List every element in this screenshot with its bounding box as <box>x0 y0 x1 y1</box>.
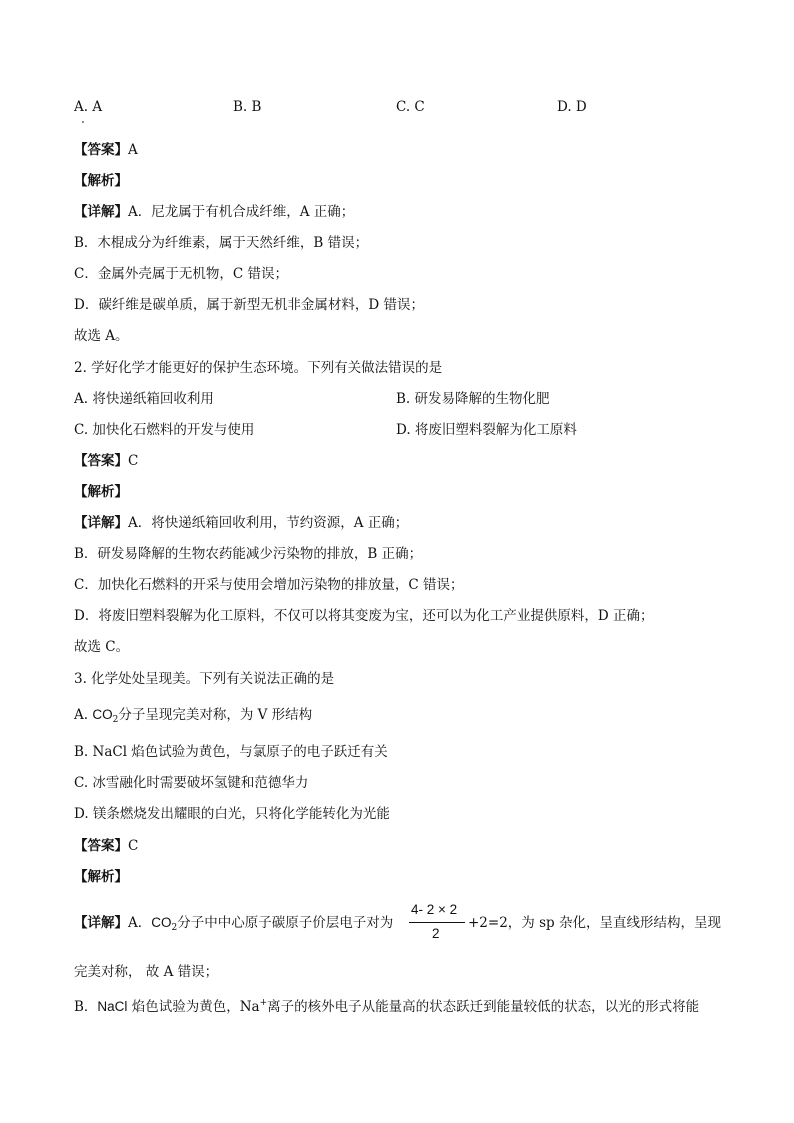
answer-value: C <box>128 838 139 854</box>
answer-value: C <box>128 453 139 469</box>
q2-option-d: D. 将废旧塑料裂解为化工原料 <box>396 422 577 438</box>
q2-detail-line-2: B．研发易降解的生物农药能减少污染物的排放，B 正确； <box>74 546 423 562</box>
q3-detail-line-1-rest: +2=2，为 sp 杂化，呈直线形结构，呈现 <box>468 915 721 931</box>
q1-answer <box>74 140 138 160</box>
q3-analysis-label <box>74 867 128 887</box>
formula: CO <box>151 915 172 930</box>
fraction-denominator: 2 <box>432 926 440 941</box>
ion-charge: + <box>259 998 268 1008</box>
q1-option-a: A. A <box>74 99 103 115</box>
option-text: 分子呈现完美对称，为 V 形结构 <box>118 707 313 723</box>
q3-option-c: C. 冰雪融化时需要破坏氢键和范德华力 <box>74 775 309 791</box>
q1-analysis-label <box>74 171 128 191</box>
detail-text: 焰色试验为黄色，Na <box>127 999 260 1015</box>
q3-option-d: D. 镁条燃烧发出耀眼的白光，只将化学能转化为光能 <box>74 806 390 822</box>
q3-detail-line-3 <box>74 993 699 1017</box>
q2-conclusion: 故选 C。 <box>74 639 130 655</box>
answer-label: 【答案】 <box>74 142 128 158</box>
q1-option-b: B. B <box>233 99 262 115</box>
q2-detail-line-1 <box>74 513 408 533</box>
q2-detail-line-4: D．将废旧塑料裂解为化工原料，不仅可以将其变废为宝，还可以为化工产业提供原料，D 正确； <box>74 608 654 624</box>
q1-detail-line-1 <box>74 202 354 222</box>
q2-stem: 2. 学好化学才能更好的保护生态环境。下列有关做法错误的是 <box>74 360 443 376</box>
q1-option-d: D. D <box>557 99 587 115</box>
q2-option-c: C. 加快化石燃料的开发与使用 <box>74 422 255 438</box>
analysis-label: 【解析】 <box>74 484 128 500</box>
fraction-bar <box>409 922 465 923</box>
formula-subscript: 2 <box>171 923 178 933</box>
formula: NaCl <box>97 999 128 1014</box>
formula: CO <box>92 707 113 722</box>
q2-detail-line-3: C．加快化石燃料的开采与使用会增加污染物的排放量，C 错误； <box>74 577 464 593</box>
q2-option-a: A. 将快递纸箱回收利用 <box>74 391 214 407</box>
detail-text: 分子中中心原子碳原子价层电子对为 <box>177 915 394 931</box>
option-prefix: A. <box>74 707 93 723</box>
answer-value: A <box>128 142 138 158</box>
q3-option-a <box>74 705 312 730</box>
q1-detail-line-2: B．木棍成分为纤维素，属于天然纤维，B 错误； <box>74 235 369 251</box>
q2-analysis-label <box>74 482 128 502</box>
q1-conclusion: 故选 A。 <box>74 328 129 344</box>
q3-option-b: B. NaCl 焰色试验为黄色，与氯原子的电子跃迁有关 <box>74 744 388 760</box>
q3-detail-line-2: 完美对称， 故 A 错误； <box>74 964 219 980</box>
formula-subscript: 2 <box>112 715 119 725</box>
q3-answer <box>74 836 138 856</box>
detail-prefix: B． <box>74 999 98 1015</box>
detail-text: A．尼龙属于有机合成纤维，A 正确； <box>128 204 355 220</box>
answer-label: 【答案】 <box>74 453 128 469</box>
analysis-label: 【解析】 <box>74 173 128 189</box>
detail-label: 【详解】 <box>74 915 128 931</box>
q2-answer <box>74 451 138 471</box>
q3-detail-line-1 <box>74 913 393 938</box>
decorative-dot <box>82 121 84 123</box>
detail-label: 【详解】 <box>74 515 128 531</box>
detail-prefix: A． <box>128 915 152 931</box>
answer-label: 【答案】 <box>74 838 128 854</box>
detail-text: A．将快递纸箱回收利用，节约资源，A 正确； <box>128 515 409 531</box>
detail-text-rest: 离子的核外电子从能量高的状态跃迁到能量较低的状态，以光的形式将能 <box>267 999 700 1015</box>
analysis-label: 【解析】 <box>74 869 128 885</box>
q1-detail-line-4: D．碳纤维是碳单质，属于新型无机非金属材料，D 错误； <box>74 297 424 313</box>
q2-option-b: B. 研发易降解的生物化肥 <box>396 391 550 407</box>
q1-option-c: C. C <box>396 99 425 115</box>
fraction-numerator: 4- 2 × 2 <box>411 902 458 917</box>
detail-label: 【详解】 <box>74 204 128 220</box>
q1-detail-line-3: C．金属外壳属于无机物，C 错误； <box>74 266 288 282</box>
q3-stem: 3. 化学处处呈现美。下列有关说法正确的是 <box>74 671 335 687</box>
